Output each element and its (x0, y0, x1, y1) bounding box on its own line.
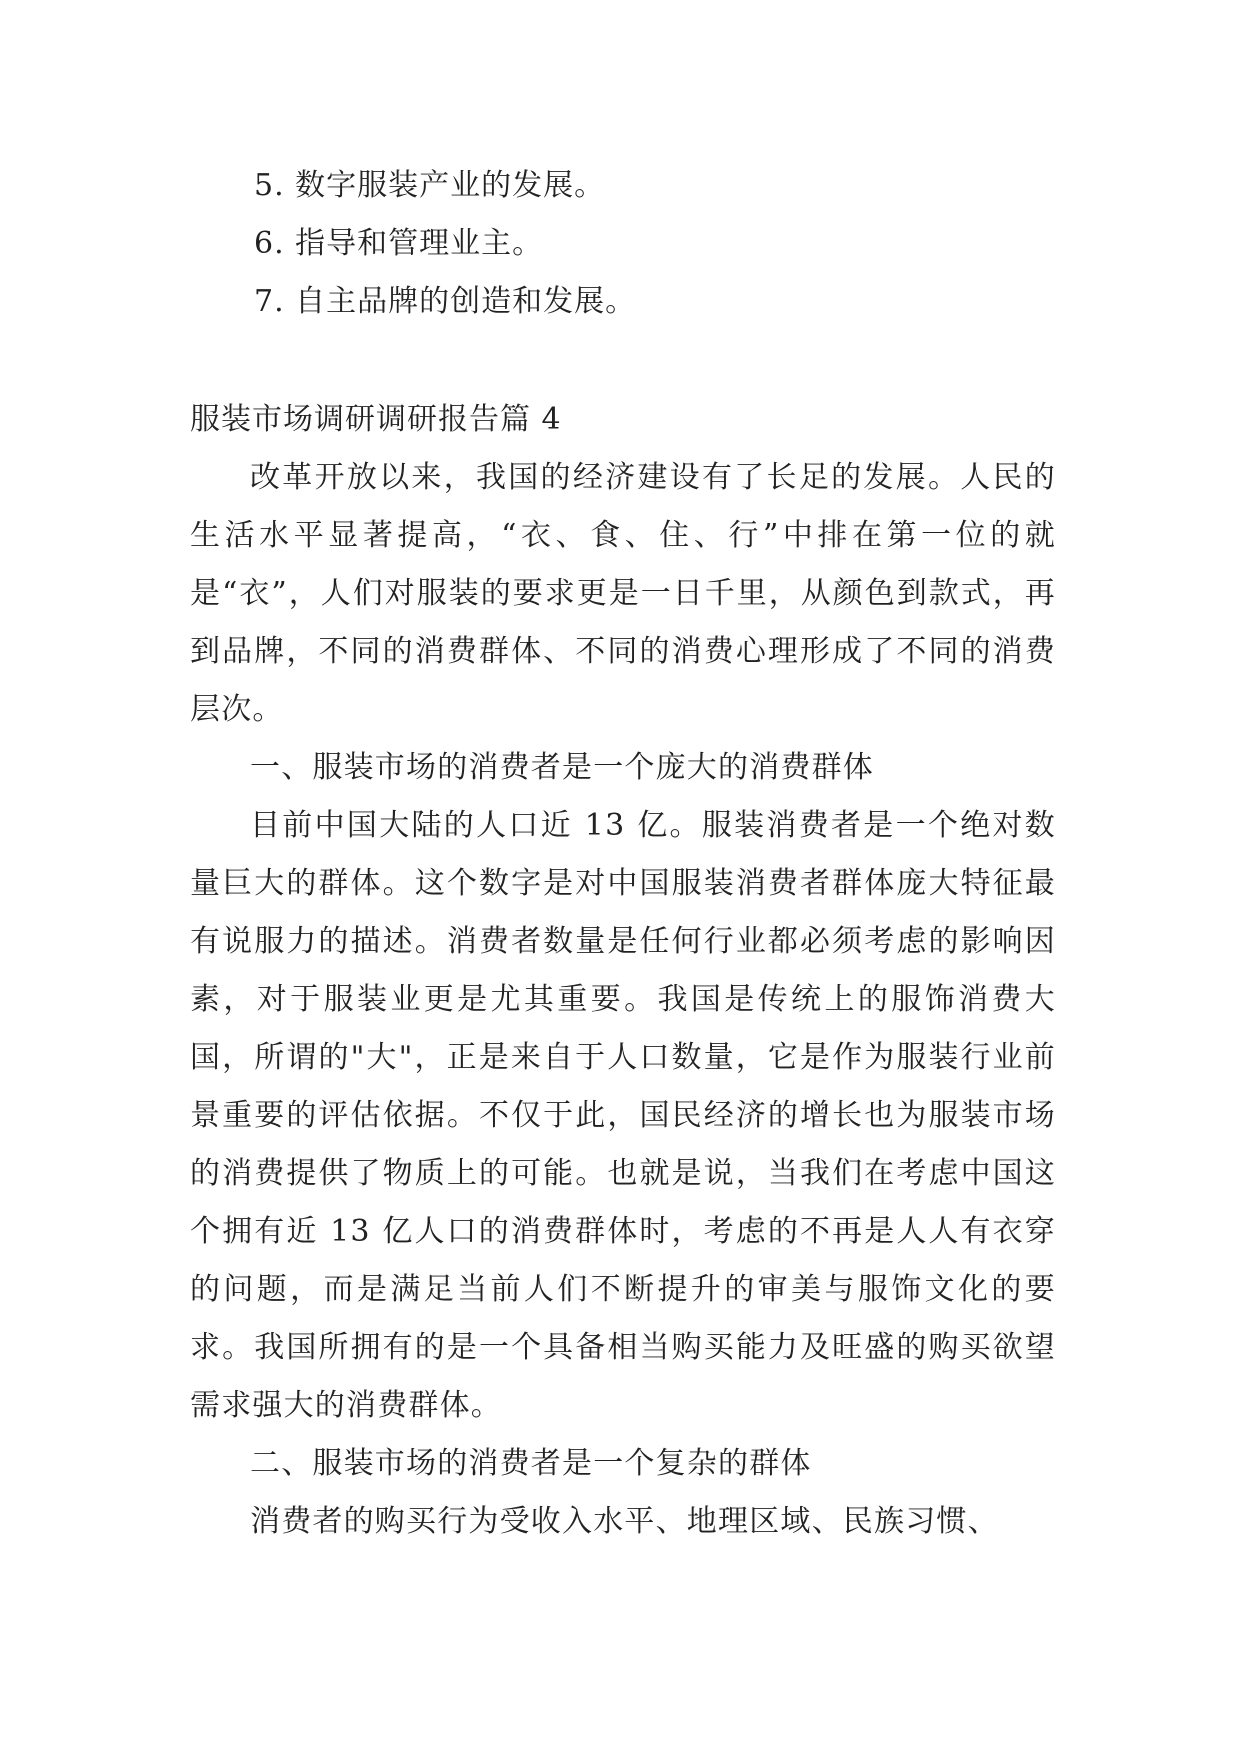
numbered-list (190, 157, 1090, 331)
section-title: 服装市场调研调研报告篇 4 (190, 402, 562, 437)
paragraph-intro: 改革开放以来，我国的经济建设有了长足的发展。人民的生活水平显著提高，“衣、食、住、行”中排在第一位的就是“衣”，人们对服装的要求更是一日千里，从颜色到款式，再到品牌，不同的消费群体、不同的消费心理形成了不同的消费层次。 (190, 460, 1056, 727)
paragraph-purchase-behavior: 消费者的购买行为受收入水平、地理区域、民族习惯、 (250, 1504, 999, 1539)
subheading-two: 二、服装市场的消费者是一个复杂的群体 (250, 1446, 812, 1481)
list-item-5: 5. 数字服装产业的发展。 (254, 168, 606, 203)
list-item-6: 6. 指导和管理业主。 (254, 226, 544, 261)
list-item-7: 7. 自主品牌的创造和发展。 (254, 284, 637, 319)
paragraph-consumer-population: 目前中国大陆的人口近 13 亿。服装消费者是一个绝对数量巨大的群体。这个数字是对中国服装消费者群体庞大特征最有说服力的描述。消费者数量是任何行业都必须考虑的影响因素，对于服装业更是尤其重要。我国是传统上的服饰消费大国，所谓的"大"，正是来自于人口数量，它是作为服装行业前景重要的评估依据。不仅于此，国民经济的增长也为服装市场的消费提供了物质上的可能。也就是说，当我们在考虑中国这个拥有近 13 亿人口的消费群体时，考虑的不再是人人有衣穿的问题，而是满足当前人们不断提升的审美与服饰文化的要求。我国所拥有的是一个具备相当购买能力及旺盛的购买欲望需求强大的消费群体。 (190, 808, 1056, 1423)
subheading-one: 一、服装市场的消费者是一个庞大的消费群体 (250, 750, 874, 785)
body-text (190, 449, 1056, 1551)
